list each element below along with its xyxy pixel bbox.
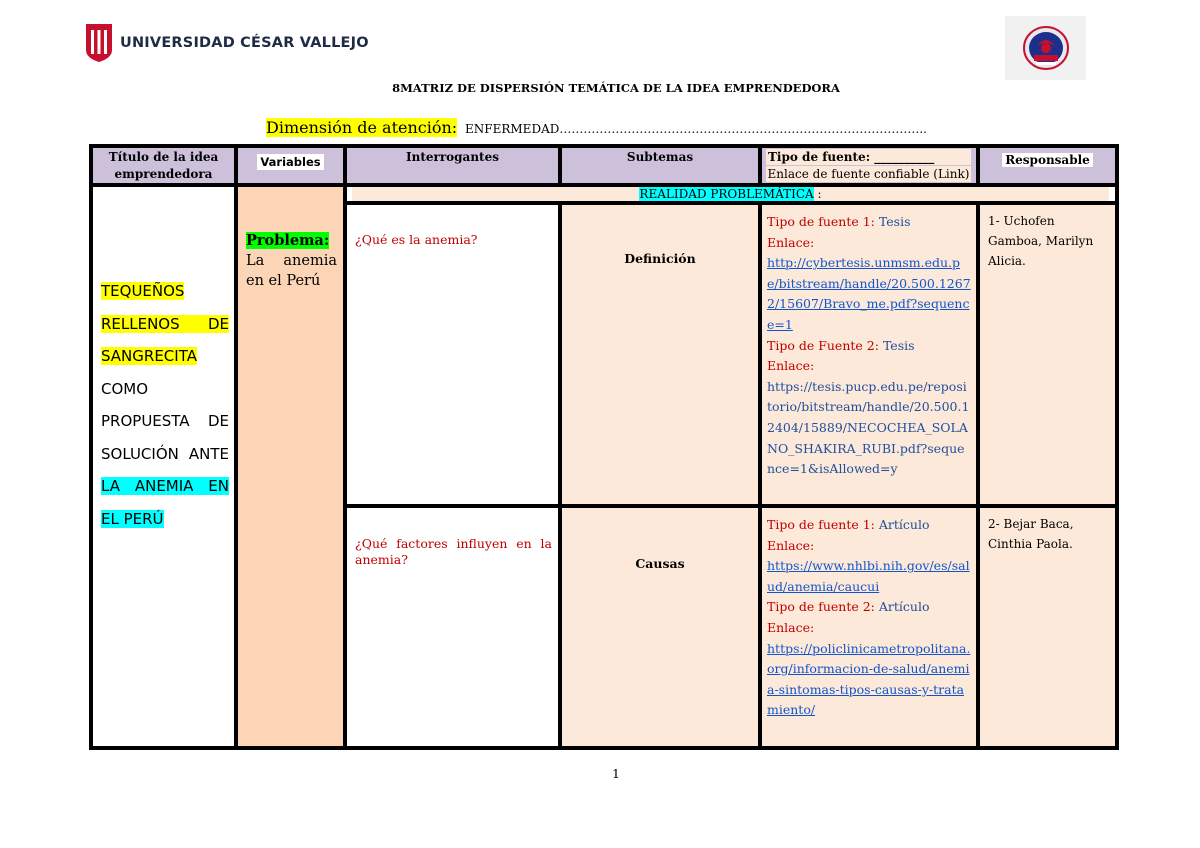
table-row-subtopic: Causas [562, 508, 758, 746]
institution-name: UNIVERSIDAD CÉSAR VALLEJO [120, 35, 369, 51]
source-entry [767, 336, 971, 480]
table-row-subtopic: Definición [562, 205, 758, 504]
header-title-idea: Título de la idea emprendedora [93, 148, 234, 183]
source-type-value: Artículo [878, 517, 930, 532]
variable-text: La anemia en el Perú [246, 253, 337, 289]
university-seal-icon [1020, 24, 1072, 72]
source-link-label: Enlace: [767, 358, 815, 374]
document-title: 8MATRIZ DE DISPERSIÓN TEMÁTICA DE LA IDEA EMPRENDEDORA [392, 81, 840, 95]
source-link[interactable]: https://policlinicametropolitana.org/informacion-de-salud/anemia-sintomas-tipos-causas-y-tratamiento/ [767, 640, 971, 718]
header-subtopics: Subtemas [562, 148, 758, 183]
dimension-line [266, 118, 927, 137]
source-type-label: Tipo de fuente 1: [767, 214, 875, 229]
header-source-link: Enlace de fuente confiable (Link) [767, 167, 970, 181]
source-link-label: Enlace: [767, 234, 815, 250]
table-row-question: ¿Qué es la anemia? [347, 205, 558, 504]
ucv-shield-icon [86, 24, 112, 62]
university-logo [86, 24, 369, 62]
header-variables: Variables [257, 154, 323, 170]
table-row-responsible: 1- Uchofen Gamboa, Marilyn Alicia. [980, 205, 1115, 504]
table-row-sources [762, 205, 976, 504]
header-questions: Interrogantes [347, 148, 558, 183]
section-header [352, 187, 1109, 201]
dimension-label: Dimensión de atención: [266, 118, 458, 137]
variable-label: Problema: [246, 232, 330, 249]
idea-title-topic: LA ANEMIA EN EL PERÚ [101, 477, 229, 528]
university-seal [1005, 16, 1086, 80]
source-type-label: Tipo de fuente 1: [767, 517, 875, 532]
source-entry [767, 212, 971, 336]
header-responsible: Responsable [1002, 153, 1093, 167]
table-row-responsible: 2- Bejar Baca, Cinthia Paola. [980, 508, 1115, 746]
idea-title-middle: COMO PROPUESTA DE SOLUCIÓN ANTE [101, 379, 229, 463]
header-responsible-cell [980, 148, 1115, 183]
source-link[interactable]: https://www.nhlbi.nih.gov/es/salud/anemia/caucui [767, 558, 970, 594]
idea-title-cell [93, 187, 234, 746]
page-number: 1 [612, 766, 620, 781]
source-link[interactable]: https://tesis.pucp.edu.pe/repositorio/bitstream/handle/20.500.12404/15889/NECOCHEA_SOLANO_SHAKIRA_RUBI.pdf?sequence=1&isAllowed=y [767, 378, 970, 477]
source-type-value: Tesis [882, 337, 915, 353]
variable-cell [238, 187, 343, 746]
header-source-type: Tipo de fuente: __________ [766, 149, 971, 165]
source-type-label: Tipo de Fuente 2: [767, 337, 879, 353]
source-entry [767, 597, 971, 721]
section-header-row [347, 187, 1115, 201]
section-label: REALIDAD PROBLEMÁTICA [639, 187, 814, 201]
source-link-label: Enlace: [767, 619, 815, 635]
source-entry [767, 515, 971, 597]
idea-title-highlight: TEQUEÑOS RELLENOS DE SANGRECITA [101, 282, 229, 365]
table-row-sources [762, 508, 976, 746]
source-link-label: Enlace: [767, 537, 815, 553]
section-suffix: : [813, 187, 822, 201]
table-row-question: ¿Qué factores influyen en la anemia? [347, 508, 558, 746]
source-type-label: Tipo de fuente 2: [767, 599, 875, 615]
source-type-value: Artículo [878, 599, 930, 615]
dimension-value: ENFERMEDAD……………………………………………………………………………….. [465, 122, 927, 136]
header-source-cell [762, 148, 976, 183]
source-link[interactable]: http://cybertesis.unmsm.edu.pe/bitstream/handle/20.500.12672/15607/Bravo_me.pdf?sequence=1 [767, 255, 971, 332]
source-type-value: Tesis [878, 214, 911, 229]
header-variables-cell [238, 148, 343, 183]
